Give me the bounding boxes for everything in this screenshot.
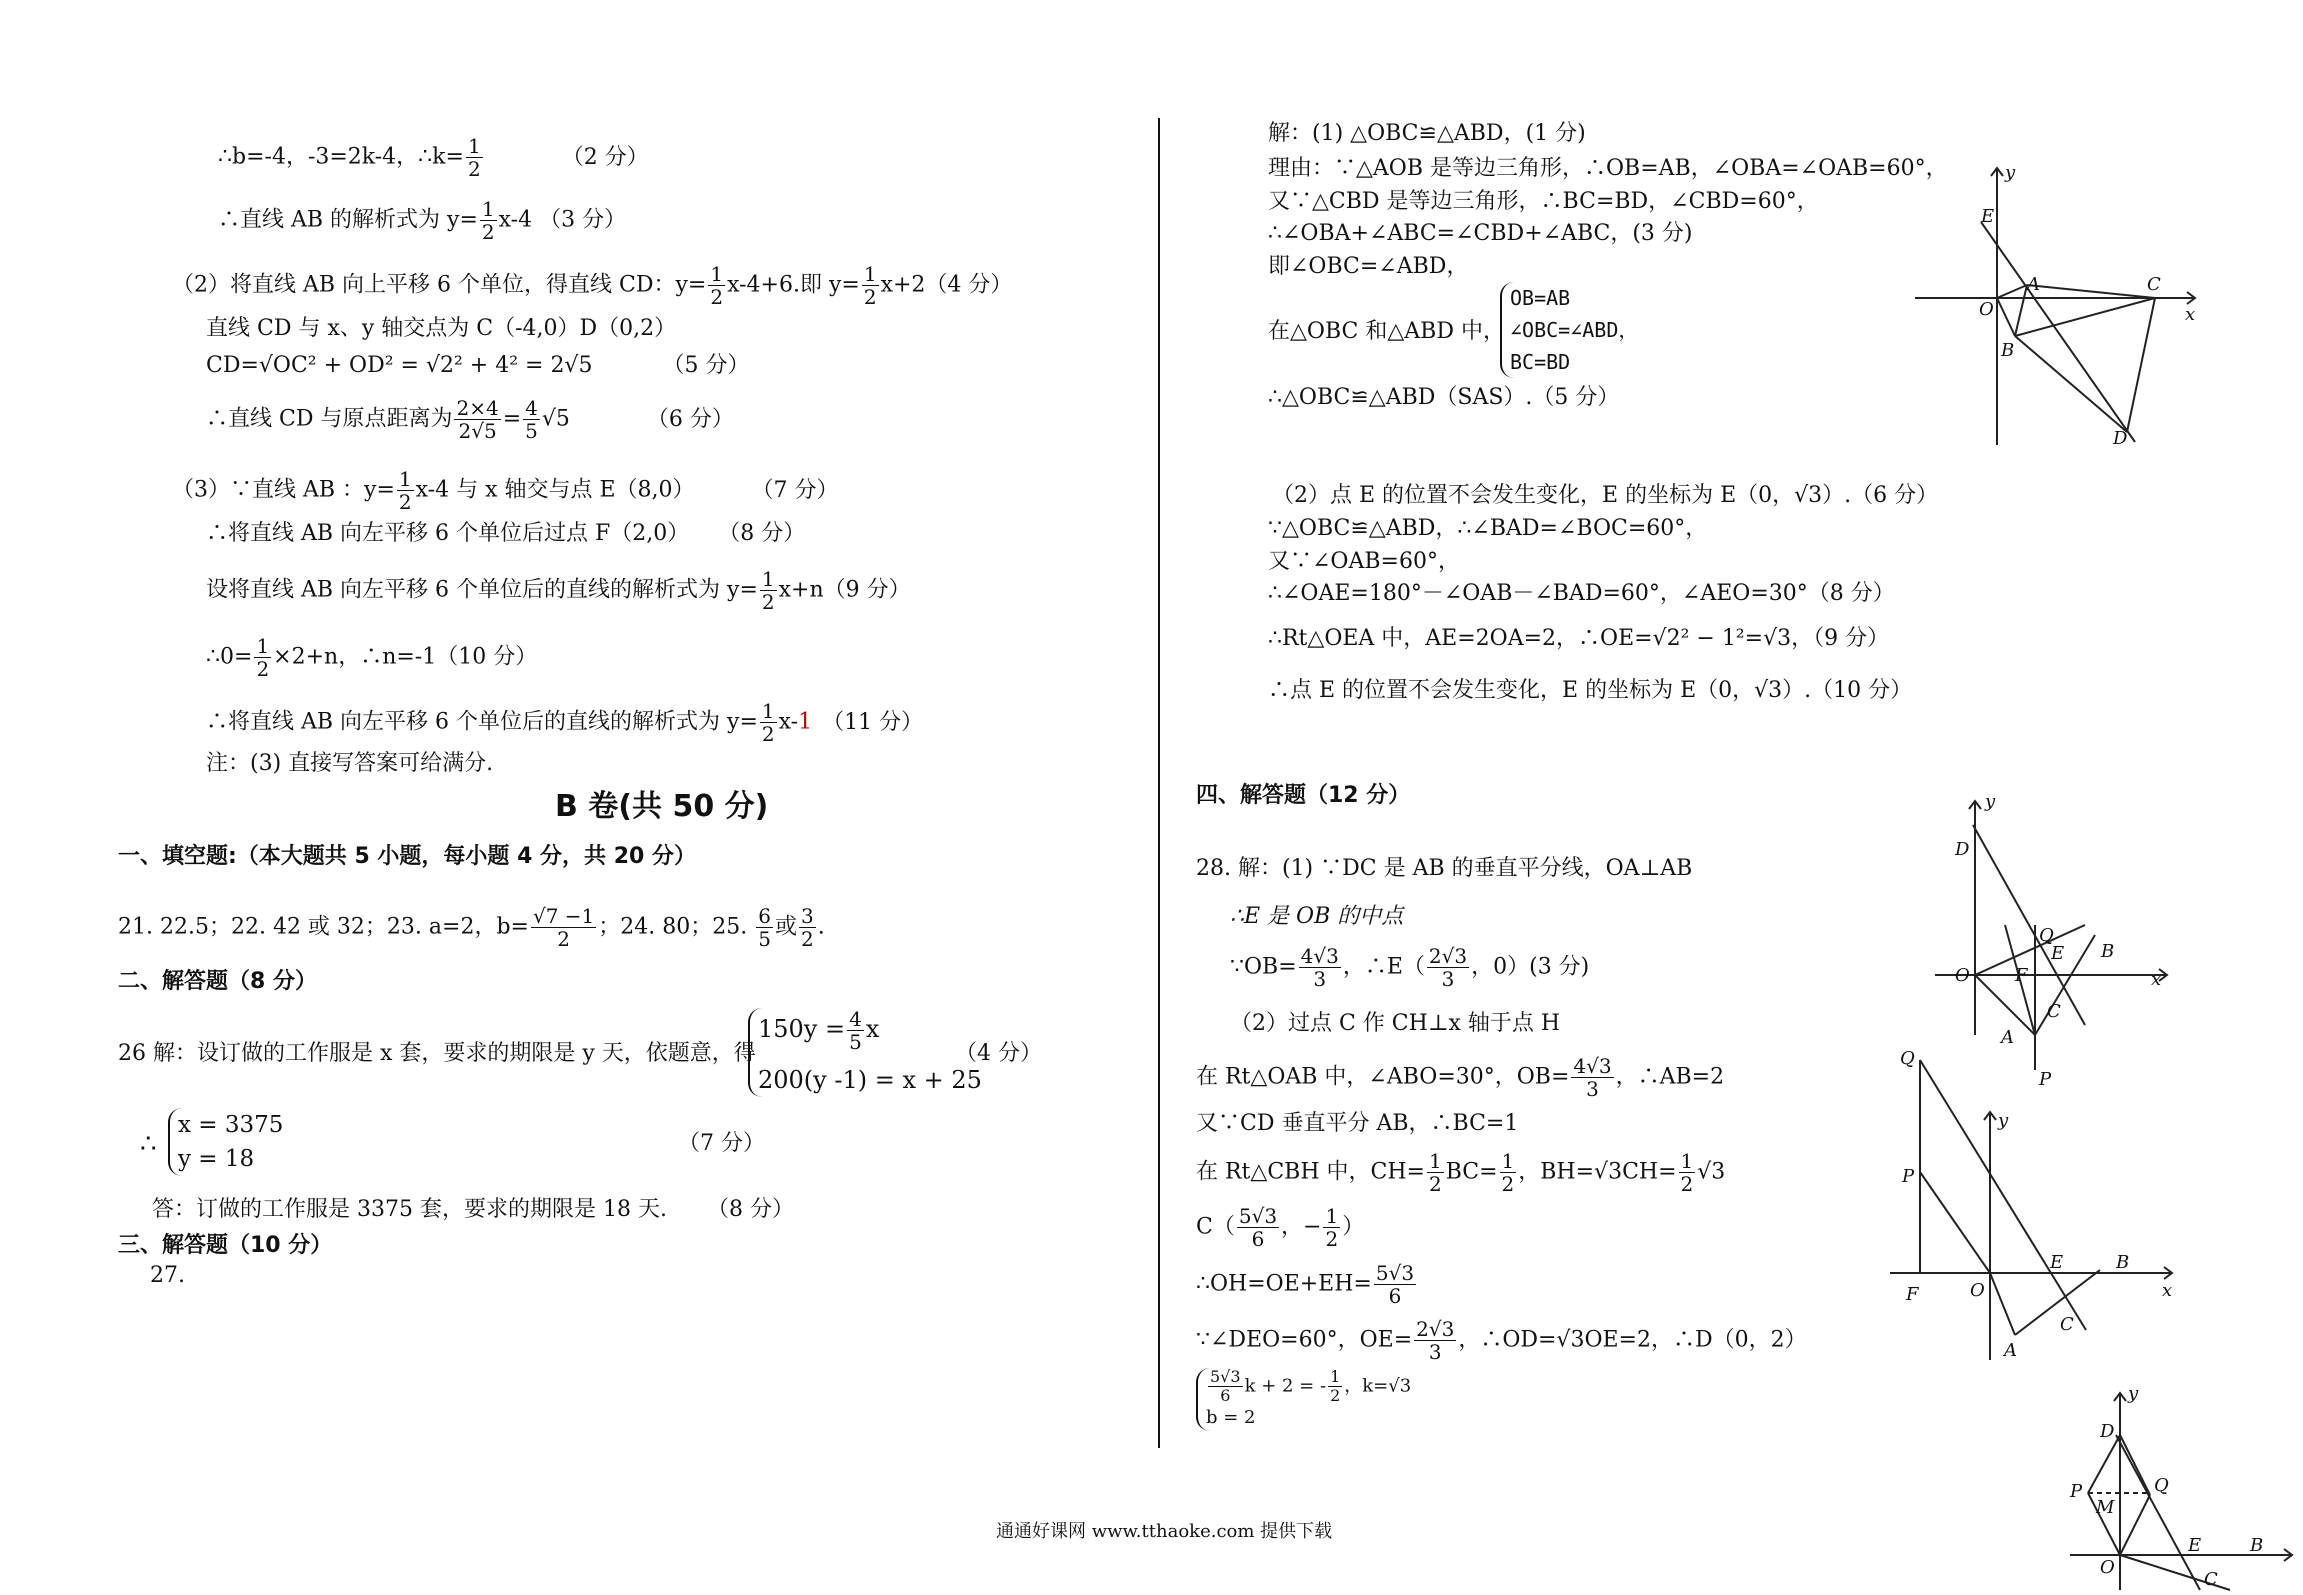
fig2-label-b: B: [2101, 941, 2115, 962]
q26-sol-score: （7 分）: [678, 1131, 765, 1156]
fig1-seg-bc: [2015, 298, 2155, 336]
fig4-label-m: M: [2096, 1497, 2115, 1518]
fig1-label-a: A: [2027, 274, 2040, 295]
q28-line-2: ∴E 是 OB 的中点: [1230, 904, 1404, 929]
figure-3-q28-part2: [1890, 1030, 2180, 1360]
fig4-label-q: Q: [2154, 1475, 2169, 1496]
q27-number: 27.: [150, 1263, 185, 1288]
fig4-seg-qo: [2120, 1495, 2150, 1555]
fig3-label-a: A: [2004, 1340, 2017, 1361]
q26-setup: 26 解：设订做的工作服是 x 套，要求的期限是 y 天，依题意，得: [118, 1041, 756, 1066]
fig4-label-p: P: [2070, 1481, 2083, 1502]
fig1-seg-ob: [1997, 298, 2015, 336]
figure-4-q28-part3: [2070, 1385, 2300, 1590]
therefore-symbol: ∴: [140, 1129, 157, 1159]
fig4-seg-dp: [2088, 1435, 2120, 1493]
section-4-heading: 四、解答题（12 分）: [1196, 783, 1411, 808]
r-line-2: 理由：∵△AOB 是等边三角形，∴OB=AB，∠OBA=∠OAB=60°，: [1268, 156, 1948, 181]
q28-line-1: 28. 解：(1) ∵DC 是 AB 的垂直平分线，OA⊥AB: [1196, 856, 1693, 881]
fig3-label-b: B: [2116, 1252, 2130, 1273]
q28-line-3: ∵OB= $\frac{4√3}{3}$ ，∴E（ $\frac{2√3}{3}$ ，0）(3 分): [1230, 944, 1590, 991]
fig1-seg-cd: [2127, 298, 2155, 432]
fig2-label-c: C: [2047, 1001, 2061, 1022]
figure-1-triangles: [1915, 160, 2205, 450]
fig1-label-e: E: [1981, 206, 1995, 227]
fig4-label-b: B: [2250, 1535, 2264, 1556]
answers-21-25: 21. 22.5；22. 42 或 32；23. a=2，b= $\frac{√7 -1}{2}$ ；24. 80；25. $\frac{6}{5}$ 或 $\frac{3}{2}$ .: [118, 904, 825, 951]
q26-answer: 答：订做的工作服是 3375 套，要求的期限是 18 天. （8 分）: [152, 1197, 794, 1222]
fig1-seg-oa: [1997, 285, 2027, 298]
q28-line-7: 在 Rt△CBH 中，CH= $\frac{1}{2}$ BC= $\frac{1}{2}$ ，BH=√3CH= $\frac{1}{2}$ √3: [1196, 1149, 1726, 1196]
fig2-label-e: E: [2051, 943, 2065, 964]
fig4-label-o: O: [2100, 1557, 2115, 1578]
fig1-seg-ac: [2027, 285, 2155, 298]
fig2-label-x: x: [2151, 969, 2162, 990]
fig1-line-ed: [1981, 222, 2135, 442]
step-ab-equation: ∴直线 AB 的解析式为 y= $\frac{1}{2}$ x-4 （3 分）: [218, 197, 627, 244]
fig4-label-y: y: [2128, 1383, 2139, 1404]
fig3-label-c: C: [2060, 1314, 2074, 1335]
step-cd-intercepts: 直线 CD 与 x、y 轴交点为 C（-4,0）D（0,2）: [206, 316, 677, 341]
r-line-10: 又∵∠OAB=60°，: [1268, 549, 1460, 574]
fig2-label-d: D: [1955, 839, 1970, 860]
fig3-label-p: P: [1902, 1166, 1915, 1187]
q26-solution: x = 3375 y = 18: [168, 1108, 283, 1176]
step-k-value: ∴b=-4，-3=2k-4，∴k= $\frac{1}{2}$ （2 分）: [218, 134, 649, 181]
r-line-6: 在△OBC 和△ABD 中，: [1268, 319, 1505, 344]
q28-line-5: 在 Rt△OAB 中，∠ABO=30°，OB= $\frac{4√3}{3}$ ，∴AB=2: [1196, 1054, 1725, 1101]
section-2-heading: 二、解答题（8 分）: [118, 969, 317, 994]
step-cd-length: CD=√OC² + OD² = √2² + 4² = 2√5 （5 分）: [206, 353, 750, 378]
step-translate-cd: （2）将直线 AB 向上平移 6 个单位，得直线 CD：y= $\frac{1}{2}$ x-4+6.即 y= $\frac{1}{2}$ x+2（4 分）: [172, 262, 1013, 309]
section-b-title: B 卷(共 50 分): [555, 789, 769, 824]
r-congruence-system: OB=AB ∠OBC=∠ABD， BC=BD: [1500, 282, 1638, 378]
r-line-9: ∵△OBC≌△ABD，∴∠BAD=∠BOC=60°，: [1268, 516, 1708, 541]
r-line-1: 解：(1) △OBC≌△ABD，(1 分): [1268, 121, 1586, 146]
fig2-label-p: P: [2039, 1069, 2052, 1090]
fig4-label-d: D: [2100, 1421, 2115, 1442]
fig2-label-a: A: [2001, 1027, 2014, 1048]
section-3-heading: 三、解答题（10 分）: [118, 1233, 333, 1258]
r-line-8: （2）点 E 的位置不会发生变化，E 的坐标为 E（0，√3）.（6 分）: [1272, 483, 1939, 508]
r-line-5: 即∠OBC=∠ABD，: [1268, 254, 1469, 279]
step-distance: ∴直线 CD 与原点距离为 $\frac{2\times 4}{2√5}$ = $\frac{4}{5}$ √5 （6 分）: [206, 396, 734, 443]
fig1-label-b: B: [2001, 340, 2015, 361]
step-left-shift: 设将直线 AB 向左平移 6 个单位后的直线的解析式为 y= $\frac{1}{2}$ x+n（9 分）: [206, 567, 911, 614]
r-line-13: ∴点 E 的位置不会发生变化，E 的坐标为 E（0，√3）.（10 分）: [1268, 678, 1913, 703]
fig1-label-y: y: [2005, 162, 2016, 183]
r-line-11: ∴∠OAE=180°－∠OAB－∠BAD=60°，∠AEO=30°（8 分）: [1268, 581, 1895, 606]
q26-score: （4 分）: [955, 1041, 1042, 1066]
footer-watermark: 通通好课网 www.tthaoke.com 提供下载: [996, 1521, 1333, 1542]
fig3-label-q: Q: [1900, 1048, 1915, 1069]
section-fill-blank-heading: 一、填空题:（本大题共 5 小题，每小题 4 分，共 20 分）: [118, 844, 696, 869]
fig1-label-c: C: [2147, 274, 2161, 295]
fig3-seg-po: [1920, 1172, 1990, 1273]
r-line-7: ∴△OBC≌△ABD（SAS）.（5 分）: [1268, 385, 1620, 410]
q28-line-6: 又∵CD 垂直平分 AB，∴BC=1: [1196, 1111, 1519, 1136]
fig4-label-c: C: [2204, 1569, 2218, 1590]
column-divider: [1158, 118, 1160, 1448]
fig3-seg-oa: [1990, 1273, 2015, 1335]
fig3-label-y: y: [1998, 1110, 2009, 1131]
q28-line-8: C（ $\frac{5√3}{6}$ ，− $\frac{1}{2}$ ）: [1196, 1204, 1365, 1251]
fig4-seg-dq: [2120, 1435, 2150, 1495]
q28-line-9: ∴OH=OE+EH= $\frac{5√3}{6}$: [1196, 1261, 1415, 1308]
step-f-point: ∴将直线 AB 向左平移 6 个单位后过点 F（2,0） （8 分）: [206, 521, 806, 546]
fig3-line-qc: [1920, 1060, 2086, 1330]
r-line-3: 又∵△CBD 是等边三角形，∴BC=BD，∠CBD=60°，: [1268, 189, 1819, 214]
q28-line-4: （2）过点 C 作 CH⊥x 轴于点 H: [1230, 1011, 1561, 1036]
r-line-12: ∴Rt△OEA 中，AE=2OA=2，∴OE=√2² − 1²=√3，（9 分）: [1268, 626, 1890, 651]
fig3-label-o: O: [1970, 1280, 1985, 1301]
fig3-label-x: x: [2162, 1280, 2173, 1301]
fig1-label-o: O: [1979, 299, 1994, 320]
fig2-label-q: Q: [2039, 925, 2054, 946]
fig2-label-o: O: [1955, 965, 1970, 986]
fig2-label-y: y: [1985, 791, 1996, 812]
fig2-seg-ob: [1975, 925, 2085, 975]
fig3-label-f: F: [1906, 1284, 1919, 1305]
fig2-label-f: F: [2015, 965, 2028, 986]
q28-line-10: ∵∠DEO=60°，OE= $\frac{2√3}{3}$ ，∴OD=√3OE=2，∴D（0，2）: [1196, 1317, 1807, 1364]
fig1-label-x: x: [2185, 304, 2196, 325]
fig1-seg-ab: [2015, 285, 2027, 336]
fig2-line-dc: [1973, 825, 2085, 1025]
step-n-value: ∴0= $\frac{1}{2}$ ×2+n，∴n=-1（10 分）: [206, 634, 538, 681]
r-line-4: ∴∠OBA+∠ABC=∠CBD+∠ABC，(3 分): [1268, 221, 1693, 246]
fig3-seg-ab: [2015, 1270, 2100, 1335]
step-final-line: ∴将直线 AB 向左平移 6 个单位后的直线的解析式为 y= $\frac{1}{2}$ x-1 （11 分）: [206, 699, 924, 746]
note-text: 注：(3) 直接写答案可给满分.: [206, 751, 494, 776]
q26-system: 150y = $\frac{4}{5}$ x 200(y -1) = x + 25: [748, 1008, 982, 1097]
fig1-label-d: D: [2113, 428, 2128, 449]
q28-line-11: $\frac{5√3}{6}$ k + 2 = - $\frac{1}{2}$ ，k=√3 b = 2: [1196, 1368, 1411, 1431]
fig3-label-e: E: [2050, 1252, 2064, 1273]
step-e-point: （3）∵直线 AB ：y= $\frac{1}{2}$ x-4 与 x 轴交与点 E（8,0） （7 分）: [172, 467, 839, 514]
fig4-label-e: E: [2188, 1535, 2202, 1556]
